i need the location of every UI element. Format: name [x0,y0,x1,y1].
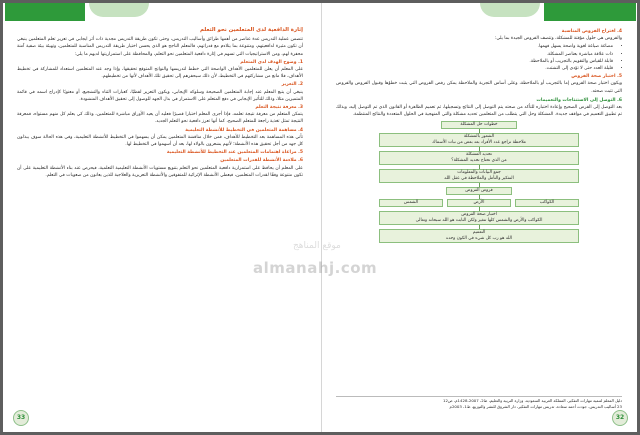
flow-node-heading: التعميم [472,230,486,236]
item-text: ينبغي أن يتبع المعلم عند إجابة المتعلمين الصحيحة وسلوكه الإيجابي، ويكون التعزيز لفظيًا، كعبارات الثناء والتشجيع، أو معنويًا كإدراج اسمه في قائمة المتميزين مثلا، وذلك للتأثير الإيجابي في دفع المتعلم على الاستمرار في بذل الجهد للوصول إلى تحقيق الأهداف المنشودة. [17,89,303,102]
hypothesis-node: الأرض [447,199,511,207]
item-heading: 2. التعزيز [281,82,303,88]
flow-node-text: الكواكب والأرض والشمس كلها تتغير ولكن الثابت هو الله سبحانه وتعالى [415,218,543,224]
item-heading: 4. اقتراح الفروض المناسبة [561,29,622,34]
list-item: • ذات علاقة مباشرة بعناصر المشكلة. [336,51,613,58]
page-title: إثارة الدافعية لدى المتعلمين نحو التعلم [200,27,303,33]
footnotes [336,396,622,410]
problem-solving-flowchart [379,121,579,243]
watermark: almanahj.com [253,259,378,277]
item-text: والفروض هي حلول مؤقتة للمشكلة، وتتصف الفروض الجيدة بما يلي: [494,36,622,42]
flow-node-step [379,169,579,183]
flow-node-heading: جمع البيانات والمعلومات [457,170,501,176]
intro-paragraph: تتضمن عملية التدريس عدة عناصر من أهمها طرائق وأساليب التدريس، وحتى تكون طريقة التدريس مجدية ذات أثر ايجابي في تعزيز تعلم المتعلمين ينبغي أن تكون مثيرة لدافعيتهم، ومتنوعة بما يتلاءم مع قدراتهم، فالمعلم الناجح هو الذي يحسن اختيار طريقة التدريس المناسبة للمتعلمين، وتهيئة بيئة صفية آمنة محفزة لهم، ومن الاستراتيجيات التي تسهم في إثارة دافعية المتعلمين نحو التعلم، والمحافظة على استمراريتها لديهم ما يلي: [17,37,303,57]
flow-node-step [379,151,579,165]
page-number: 32 [612,410,628,426]
footnote: 23 أساليب التدريس، جودت أحمد سعادة، تدريس مهارات التفكير، دار الشروق للنشر والتوزيع، ط1، 2003م [449,404,622,409]
spine-divider [321,3,322,432]
flow-node-title: خطوات حل المشكلة [441,121,517,129]
left-page [5,3,317,432]
flow-node-text: ملاحظة تراجع عدد الأفراد بعد بعض من نبات الأسماك [432,140,526,146]
flow-node-step [379,211,579,225]
book-spread [3,3,637,432]
page-number: 33 [13,410,29,426]
flow-node-heading: اختبار صحة الفروض [461,212,497,218]
flow-node-text: من الذي تحتاج تحديد المشكلة؟ [451,158,507,164]
flow-node-heading: الشعور بالمشكلة [463,134,495,140]
item-heading: 5. مراعاة اهتمامات المتعلمين عند التخطيط للأنشطة التعليمية [166,150,303,156]
header-bar [5,3,85,21]
item-heading: 5. اختبار صحة الفروض [571,74,622,80]
hypothesis-node: الكواكب [515,199,579,207]
item-heading: 6. التوصل إلى الاستنتاجات والتعميمات [536,97,622,103]
right-page-body [336,27,622,396]
item-text: على المعلم أن يعلن للمتعلمين الأهداف الواضحة التي خطط لتدريسها والنواتج المتوقع تحقيقها، وإذا وجد عند المتعلمين استعداد للمشاركة في تخطيط الأهداف، فلا مانع من مشاركتهم في التخطيط، لأن ذلك سيحفزهم إلى تحقيق تلك الأهداف لأنها من تخطيطهم. [17,67,303,80]
item-text: ويكون اختبار صحة الفروض إما بالتجريب أو بالملاحظة، وعلى أساس التجربة والملاحظة يمكن رفض الفروض التي يثبت خطؤها وقبول الفروض والفروض التي تثبت صحته. [336,81,622,94]
item-text: يتمكن المتعلم من معرفة نتيجة تعلمه، فإذا أجرى المعلم اختبارا قصيرًا فعليه أن يعيد الأوراق مباشرة للمتعلمين، وذلك كي يعلم كل منهم مستواه، فمعرفة النتيجة تمثل تغذية راجعة للمتعلم الصحيح، كما أنها تعزز دافعية نحو التعلم الجديد. [17,112,303,125]
header-bar [544,3,636,21]
item-heading: 6. ملاءمة الأنشطة للقدرات المتعلمين [220,158,303,164]
flow-node-heading: فروض الفروض [446,187,512,195]
item-heading: 1. وضوح الهدف لدى المتعلم [240,59,303,65]
list-item: • قابلة للقياس والتقويم بالتجريب أو بالملاحظة. [336,58,613,65]
watermark-arabic: موقع المناهج [293,241,341,251]
hypothesis-node: الشمس [379,199,443,207]
right-page [324,3,636,432]
item-heading: 3. معرفة نتيجة التعلم [255,105,303,111]
list-item: • قليلة العدد حتى لا تؤدي إلى التشتت. [336,65,613,72]
flow-node-step [379,133,579,147]
header-decoration [89,3,149,17]
item-text: تأتي هذه المساهمة بعد التخطيط للأهداف، فمن خلال مناقشة المتعلمين يمكن أن يسهموا في التخطيط للأنشطة التعليمية، وفي هذه الحالة سوف يبذلون كل جهد من أجل تحقيق هذه الأنشطة؛ لأنهم يشعرون بالولاء لها، بعد أن أسهموا في التخطيط لها. [17,134,303,148]
item-text: بعد التوصل إلى الفرض الصحيح وإعادة اختباره للتأكد من صحته يتم التوصل إلى النتائج وتسجيلها، ثم تعميم الظاهرة أو القانون الذي تم التوصل إليه، وبذلك تم تطبيق التعميم في مواقف جديدة. المشكلة وحل التي يتطلب من المتعلمين تحديد مشكلة والتي المنهجية في الحلول المتعددة والنتائج المنتظمة. [336,105,622,118]
hypotheses-row [379,199,579,207]
list-item: • مصاغة صياغة لغوية واضحة يسهل فهمها. [336,43,613,50]
flow-node-text: الله هو رب كل شيء في الكون وحده [445,236,513,242]
item-heading: 4. مساهمة المتعلمين في التخطيط للأنشطة التعليمية [185,127,303,133]
hypothesis-criteria-list [336,43,622,72]
item-text: على المعلم أن يحافظ على استمرارية دافعية المتعلمين نحو التعلم بتنويع مستويات الأنشطة التعليمية التعلمية، فيحرص عند بناء الأنشطة التعليمية على أن تكون متنوعة وفقًا لقدرات المتعلمين، فيعطي الأنشطة الإثرائية للمتفوقين والأنشطة التعزيزية والعلاجية للذين يعانون من صعوبات في التعلم. [17,165,303,178]
left-page-body [17,27,303,396]
header-decoration [480,3,540,17]
footnote: دليل المعلم لتنمية مهارات التفكير، المملكة العربية السعودية، وزارة التربية والتعليم، ط2، 2007-1428م، ص12 [442,398,622,403]
flow-node-heading: تحديد المشكلة [466,152,492,158]
flow-node-text: التفكير والتأمل والملاحظة في عقل الله [444,176,514,182]
flow-node-step [379,229,579,243]
